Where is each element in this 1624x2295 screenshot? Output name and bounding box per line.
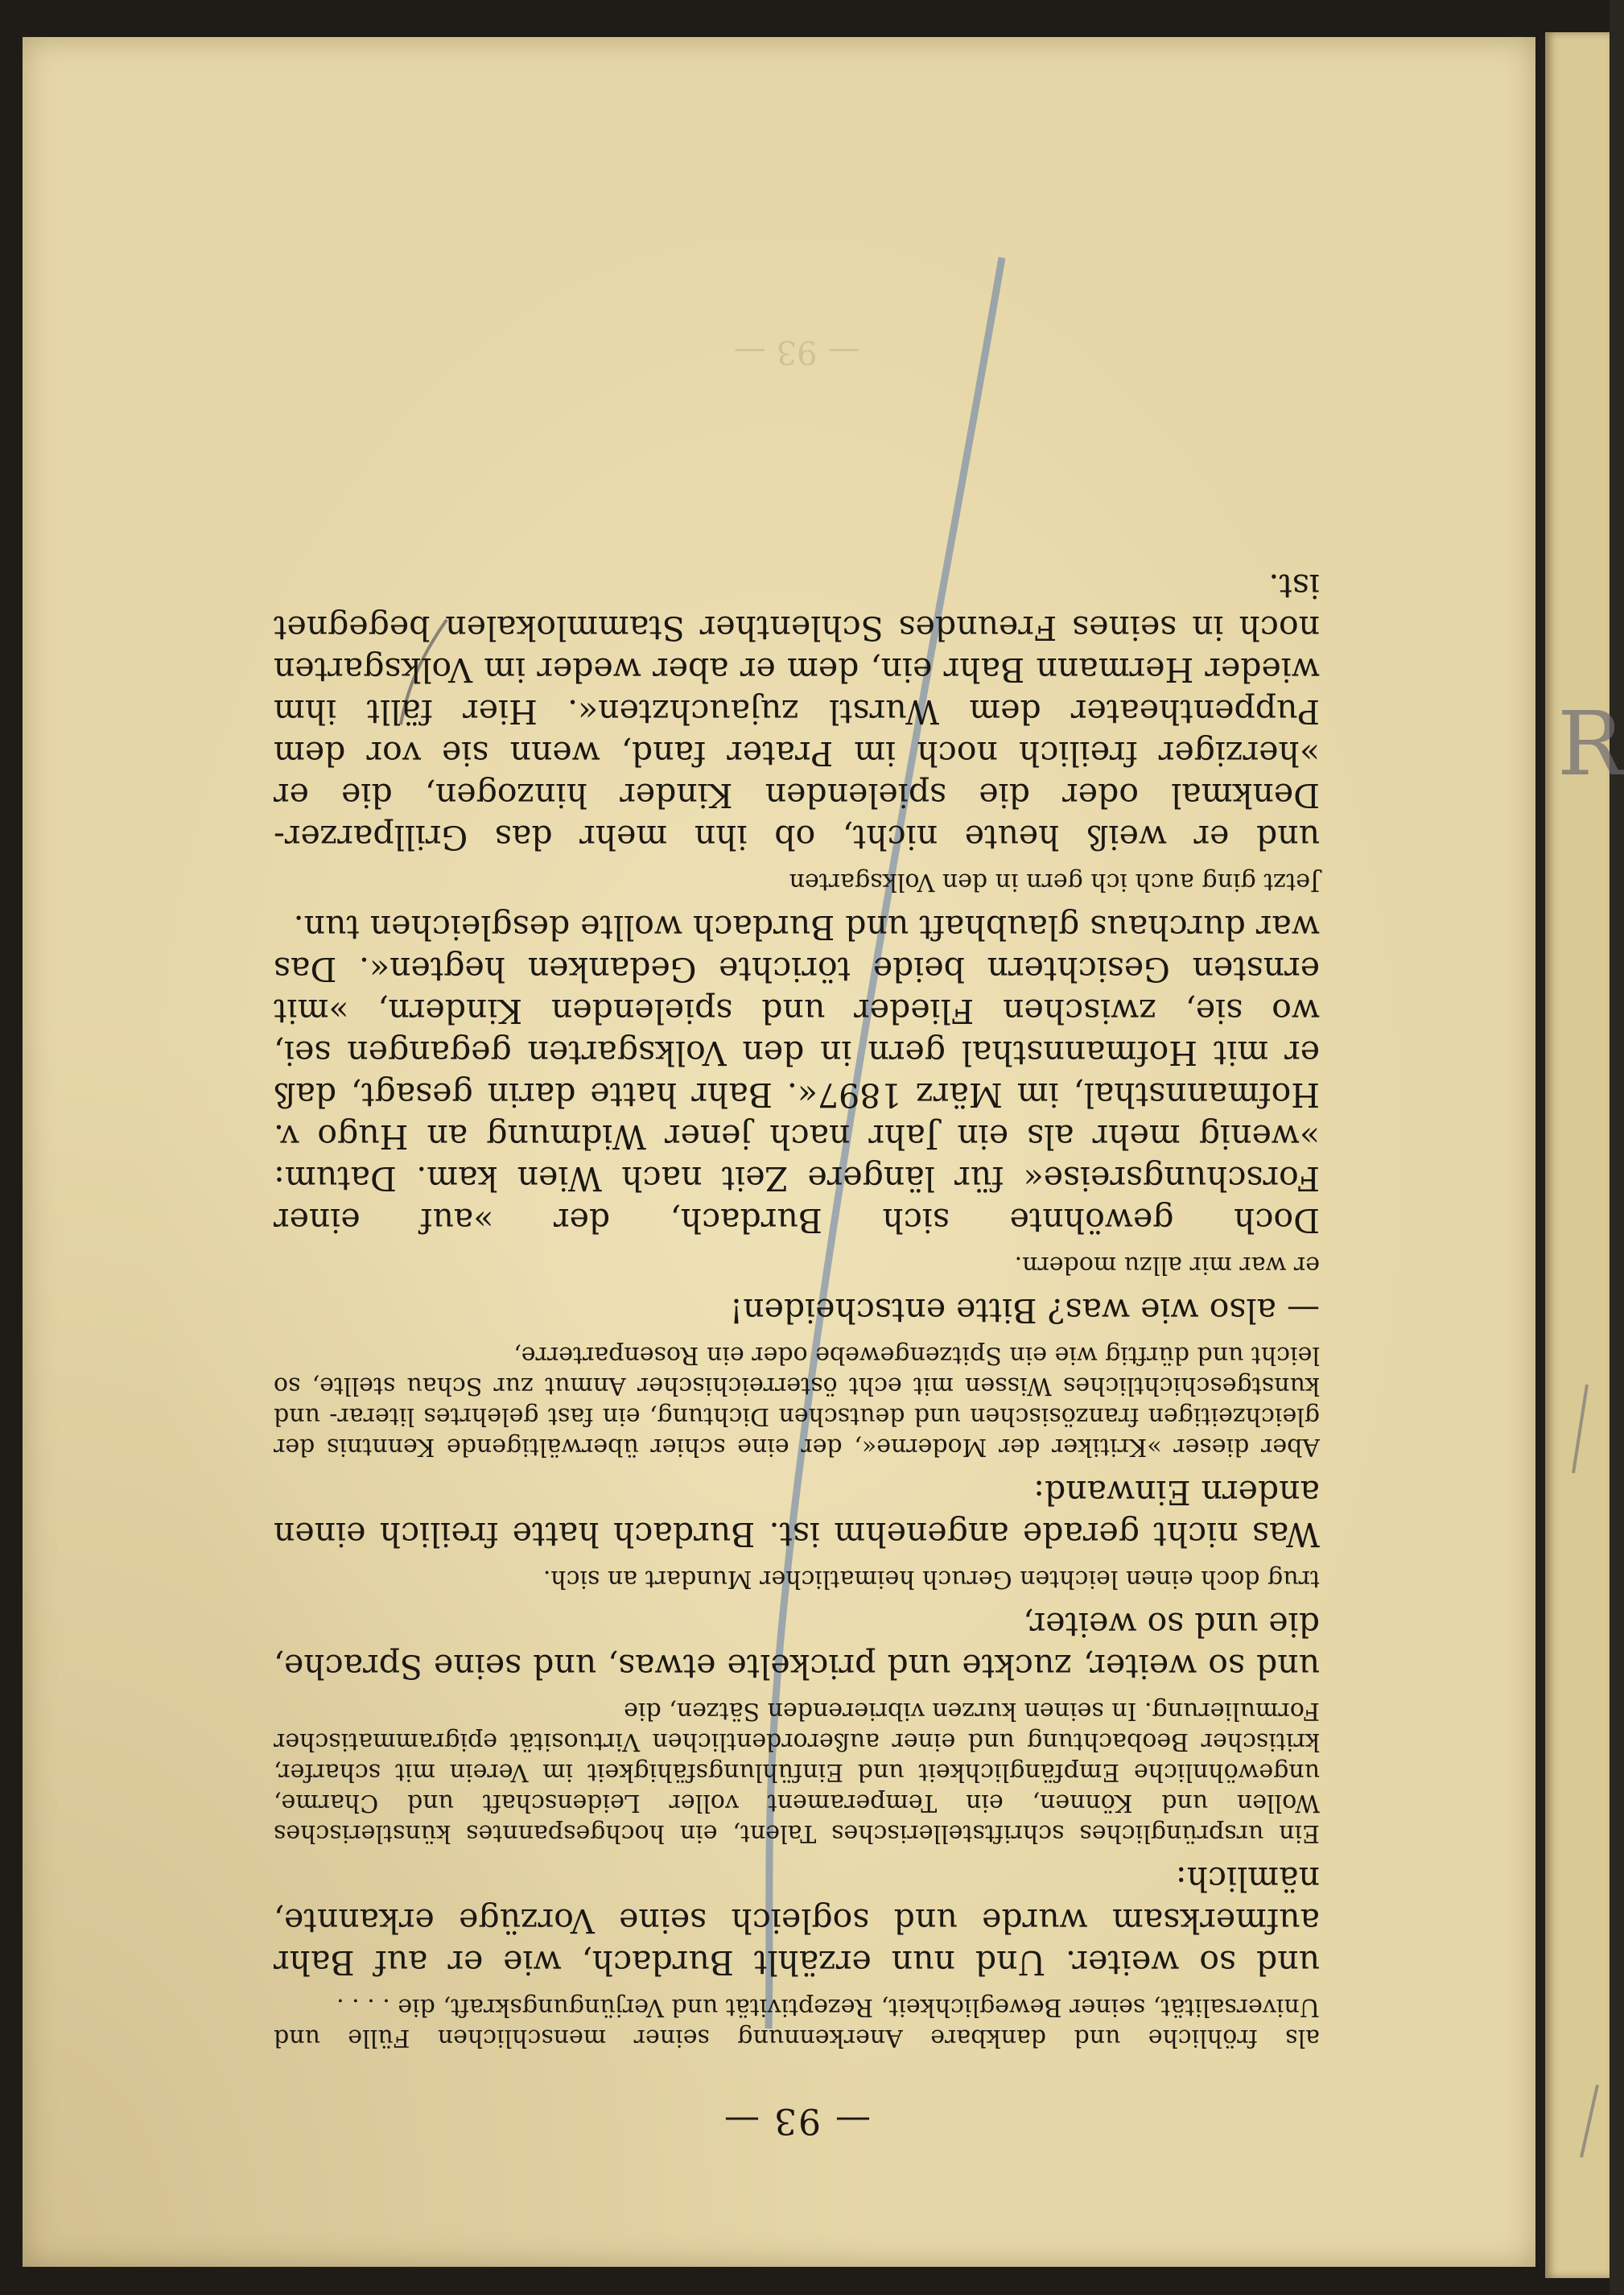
quote-paragraph-4: Aber dieser »Kritiker der Moderne«, der eine schier überwältigende Kenntnis der gleichzeitigen französischen und deutschen Dichtung, ein fast gelehrtes literar- und kunstgeschichtliches Wissen mit echt österreichischer Anmut zur Schau stellte, so leicht und dürftig wie ein Spitzengewebe oder ein Rosenparterre, xyxy=(274,1341,1320,1461)
body-paragraph-6: und er weiß heute nicht, ob ihn mehr das Grillparzer-Denkmal oder die spielenden Kinder hinzogen, die er »herziger freilich noch im Prater fand, wenn sie vor dem Puppentheater dem Wurstl zujauchzten«. Hier fällt ihm wieder Hermann Bahr ein, dem er aber weder im Volksgarten noch in seines Freundes Schlenther Stammlokalen begegnet ist. xyxy=(274,567,1320,856)
body-paragraph-4: — also wie was? Bitte entscheiden! xyxy=(729,1291,1320,1330)
margin-annotation: R xyxy=(1557,692,1624,795)
quote-paragraph-6: Jetzt ging auch ich gern in den Volksgarten xyxy=(789,868,1320,896)
page-content xyxy=(274,555,1320,2053)
body-paragraph-1: und so weiter. Und nun erzählt Burdach, wie er auf Bahr aufmerksam wurde und sogleich seine Vorzüge erkannte, nämlich: xyxy=(274,1860,1320,1982)
quote-paragraph-2: Ein ursprüngliches schriftstellerisches Talent, ein hochgespanntes künstlerisches Wollen und Können, ein Temperament voller Leidenschaft und Charme, ungewöhnliche Empfänglichkeit und Einfühlungsfähigkeit im Verein mit scharfer, kritischer Beobachtung und einer außerordentlichen Virtuosität epigrammatischer Formulierung. In seinen kurzen vibrierenden Sätzen, die xyxy=(274,1697,1320,1847)
page-number: — 93 — xyxy=(723,2100,871,2141)
body-paragraph-2: und so weiter, zuckte und prickelte etwas, und seine Sprache, die und so weiter, xyxy=(274,1605,1320,1686)
quote-paragraph-3: trug doch einen leichten Geruch heimatlicher Mundart an sich. xyxy=(542,1565,1320,1593)
show-through-page-number: — 93 — xyxy=(733,333,860,370)
body-paragraph-3: Was nicht gerade angenehm ist. Burdach hatte freilich einen andern Einwand: xyxy=(274,1473,1320,1554)
rotated-text-block xyxy=(274,314,1320,2141)
adjacent-page-edge xyxy=(1545,32,1610,2278)
body-paragraph-5: Doch gewöhnte sich Burdach, der »auf einer Forschungsreise« für längere Zeit nach Wien kam. Datum: »wenig mehr als ein Jahr nach jener Widmung an Hugo v. Hofmannsthal, im März 1897«. Bahr hatte darin gesagt, daß er mit Hofmannsthal gern in den Volksgarten gegangen sei, wo sie, zwischen Flieder und spielenden Kindern, »mit ernsten Gesichtern beide törichte Gedanken hegten«. Das war durchaus glaubhaft und Burdach wollte desgleichen tun. xyxy=(274,908,1320,1240)
quote-paragraph-5: er war mir allzu modern. xyxy=(1014,1251,1320,1279)
quote-paragraph-1: als fröhliche und dankbare Anerkennung seiner menschlichen Fülle und Universalität, seiner Beweglichkeit, Rezeptivität und Verjüngungskraft, die . . . . xyxy=(274,1993,1320,2052)
